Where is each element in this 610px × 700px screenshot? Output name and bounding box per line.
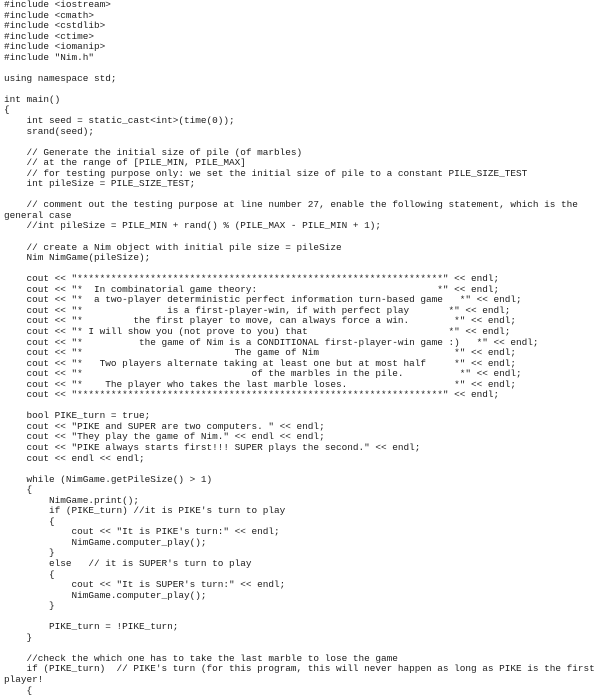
code-line: {	[4, 684, 33, 696]
code-line: cout << "PIKE always starts first!!! SUPER plays the second." << endl;	[4, 441, 421, 453]
code-line: cout << "* the first player to move, can always force a win. *" << endl;	[4, 315, 516, 327]
code-line: {	[4, 484, 33, 496]
code-line: // at the range of [PILE_MIN, PILE_MAX]	[4, 157, 246, 169]
code-line: cout << endl << endl;	[4, 452, 145, 464]
code-line: }	[4, 547, 55, 559]
code-line: #include <cmath>	[4, 9, 95, 21]
code-line: int seed = static_cast<int>(time(0));	[4, 115, 235, 127]
code-line: NimGame.print();	[4, 494, 140, 506]
code-line: #include <iostream>	[4, 0, 111, 10]
code-line: cout << "* the game of Nim is a CONDITIONAL first-player-win game :) *" << endl;	[4, 336, 539, 348]
code-line: cout << "*****************************************************************" << endl;	[4, 273, 500, 285]
code-line: cout << "* The player who takes the last marble loses. *" << endl;	[4, 378, 516, 390]
code-line	[4, 232, 608, 243]
code-line: //check the which one has to take the last marble to lose the game	[4, 652, 398, 664]
code-line: cout << "* I will show you (not prove to you) that *" << endl;	[4, 325, 511, 337]
code-line: #include <ctime>	[4, 30, 95, 42]
code-line: using namespace std;	[4, 72, 117, 84]
code-line: cout << "It is SUPER's turn:" << endl;	[4, 579, 286, 591]
code-line: }	[4, 600, 55, 612]
code-line: srand(seed);	[4, 125, 95, 137]
code-line: cout << "* a two-player deterministic perfect information turn-based game *" << endl;	[4, 294, 522, 306]
code-line: bool PIKE_turn = true;	[4, 410, 151, 422]
code-line: //int pileSize = PILE_MIN + rand() % (PILE_MAX - PILE_MIN + 1);	[4, 220, 381, 232]
code-line: cout << "* of the marbles in the pile. *" << endl;	[4, 368, 522, 380]
code-line: {	[4, 568, 55, 580]
code-line: #include "Nim.h"	[4, 51, 95, 63]
code-line: cout << "It is PIKE's turn:" << endl;	[4, 526, 280, 538]
code-line: NimGame.computer_play();	[4, 589, 207, 601]
code-line: // Generate the initial size of pile (of marbles)	[4, 146, 303, 158]
code-line: while (NimGame.getPileSize() > 1)	[4, 473, 213, 485]
code-line: // for testing purpose only: we set the initial size of pile to a constant PILE_SIZE_TEST	[4, 167, 528, 179]
code-line: NimGame.computer_play();	[4, 536, 207, 548]
code-line: int pileSize = PILE_SIZE_TEST;	[4, 178, 196, 190]
code-line: cout << "They play the game of Nim." << endl << endl;	[4, 431, 325, 443]
code-line: // comment out the testing purpose at line number 27, enable the following statement, which is the general case	[4, 199, 584, 221]
code-line: #include <cstdlib>	[4, 20, 106, 32]
code-line: cout << "* The game of Nim *" << endl;	[4, 347, 516, 359]
code-line: {	[4, 104, 10, 116]
code-line: // create a Nim object with initial pile size = pileSize	[4, 241, 342, 253]
code-line: #include <iomanip>	[4, 41, 106, 53]
code-line: Nim NimGame(pileSize);	[4, 252, 151, 264]
code-line: else // it is SUPER's turn to play	[4, 557, 252, 569]
source-code-listing	[4, 0, 608, 696]
code-line	[4, 84, 608, 95]
code-line: {	[4, 515, 55, 527]
code-line: if (PIKE_turn) //it is PIKE's turn to play	[4, 505, 286, 517]
code-line: }	[4, 631, 33, 643]
code-line: cout << "* is a first-player-win, if with perfect play *" << endl;	[4, 304, 511, 316]
code-line: cout << "*****************************************************************" << endl;	[4, 389, 500, 401]
code-line: cout << "* Two players alternate taking at least one but at most half *" << endl;	[4, 357, 516, 369]
code-line: cout << "PIKE and SUPER are two computers. " << endl;	[4, 420, 325, 432]
code-line: if (PIKE_turn) // PIKE's turn (for this program, this will never happen as long as PIKE is the first player!	[4, 663, 601, 685]
code-line: cout << "* In combinatorial game theory: *" << endl;	[4, 283, 500, 295]
code-line: PIKE_turn = !PIKE_turn;	[4, 621, 179, 633]
code-line: int main()	[4, 93, 61, 105]
